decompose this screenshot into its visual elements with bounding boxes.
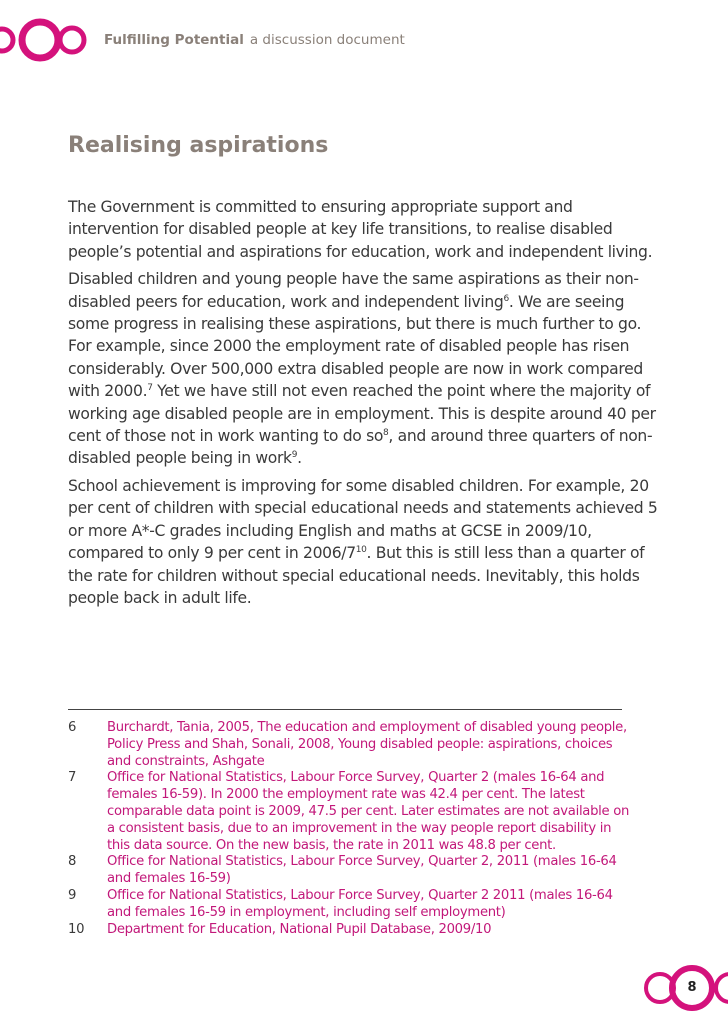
footnote-ref: 8 (383, 427, 389, 438)
header-subtitle: a discussion document (249, 32, 405, 48)
footnote: 7 Office for National Statistics, Labour Force Survey, Quarter 2 (males 16-64 and females 16-59). In 2000 the employment rate was 42.4 per cent. The latest comparable data point is 2009, 47.5 per cent. Later estimates are not available on a consistent basis, due to an improvement in the way people report disability in this data source. On the new basis, the rate in 2011 was 48.8 per cent. (68, 770, 630, 853)
footnote-ref: 6 (503, 293, 509, 304)
footnote: 10 Department for Education, National Pupil Database, 2009/10 (68, 921, 492, 937)
footnote-ref: 10 (355, 544, 367, 555)
footnote: 9 Office for National Statistics, Labour Force Survey, Quarter 2 2011 (males 16-64 and females 16-59 in employment, including self employment) (68, 887, 613, 920)
document-header (104, 32, 405, 48)
footnote-divider (68, 709, 622, 710)
paragraph: Disabled children and young people have the same aspirations as their non-disabled peers for education, work and independent living$^6$. We are seeing some progress in realising these aspirations, but there is much further to go. For example, since 2000 the employment rate of disabled people has risen considerably. Over 500,000 extra disabled people are now in work compared with 2000.$^7$ Yet we have still not even reached the point where the majority of working age disabled people are in employment. This is despite around 40 per cent of those not in work wanting to do $so^8$, and around three quarters of non-disabled people being in work$^9$. (68, 270, 656, 468)
page-number: 8 (687, 980, 697, 995)
paragraph: School achievement is improving for some disabled children. For example, 20 per cent of children with special educational needs and statements achieved 5 or more A*-C grades including English and maths at GCSE in 2009/10, compared to only 9 per cent in $2006/7^{10}$. But this is still less than a quarter of the rate for children without special educational needs. Inevitably, this holds people back in adult life. (68, 476, 658, 607)
footnote-ref: 9 (291, 450, 298, 461)
footnote: 6 Burchardt, Tania, 2005, The education and employment of disabled young people, Policy Press and Shah, Sonali, 2008, Young disabled people: aspirations, choices and constraints, Ashgate (68, 720, 627, 769)
footnotes (68, 720, 633, 938)
footnote: 8 Office for National Statistics, Labour Force Survey, Quarter 2, 2011 (males 16-64 and females 16-59) (68, 854, 617, 887)
header-title: Fulfilling Potential (104, 32, 244, 48)
section-heading: Realising aspirations (68, 133, 329, 158)
paragraph: The Government is committed to ensuring appropriate support and intervention for disabled people at key life transitions, to realise disabled people’s potential and aspirations for education, work and independent living. (68, 198, 653, 261)
footnote-ref: 7 (147, 383, 153, 394)
logo-circles-icon (0, 0, 100, 80)
body-text (68, 196, 658, 614)
